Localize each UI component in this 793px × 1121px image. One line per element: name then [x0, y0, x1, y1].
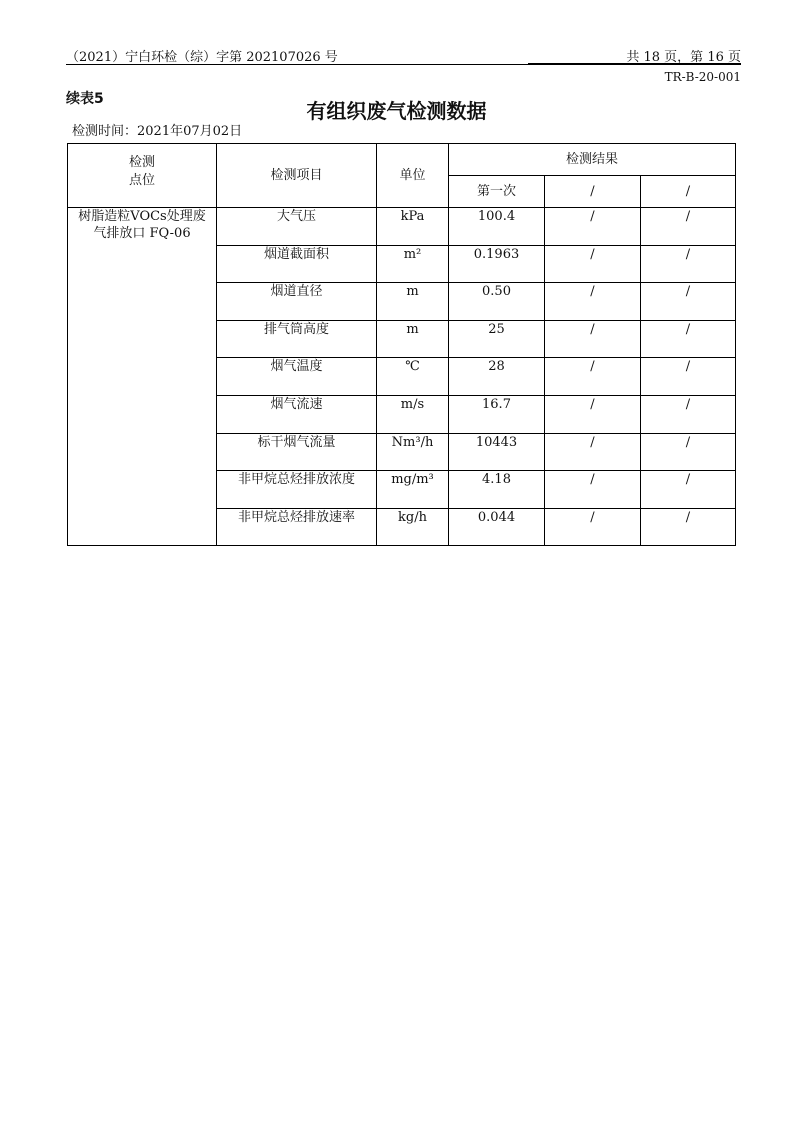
third-result-cell: / — [641, 433, 736, 471]
results-header: 检测结果 — [449, 144, 736, 176]
first-result-cell: 0.1963 — [449, 245, 545, 283]
unit-cell: m/s — [377, 395, 449, 433]
header-row-1 — [68, 144, 736, 176]
first-result-cell: 100.4 — [449, 208, 545, 246]
second-result-cell: / — [545, 320, 641, 358]
table-row — [68, 395, 736, 433]
third-measurement-header: / — [641, 176, 736, 208]
table-row — [68, 508, 736, 546]
table-row — [68, 358, 736, 396]
second-result-cell: / — [545, 508, 641, 546]
table-row — [68, 320, 736, 358]
continuation-label: 续表5 — [66, 91, 104, 107]
parameter-cell: 非甲烷总烃排放浓度 — [217, 471, 377, 509]
location-continuation — [68, 358, 217, 396]
table-row — [68, 433, 736, 471]
third-result-cell: / — [641, 358, 736, 396]
first-result-cell: 25 — [449, 320, 545, 358]
first-result-cell: 10443 — [449, 433, 545, 471]
third-result-cell: / — [641, 320, 736, 358]
second-result-cell: / — [545, 471, 641, 509]
first-result-cell: 0.50 — [449, 283, 545, 321]
parameter-cell: 烟气流速 — [217, 395, 377, 433]
exhaust-data-table — [67, 143, 736, 546]
location-continuation — [68, 320, 217, 358]
third-result-cell: / — [641, 395, 736, 433]
second-result-cell: / — [545, 358, 641, 396]
first-result-cell: 4.18 — [449, 471, 545, 509]
location-continuation — [68, 245, 217, 283]
third-result-cell: / — [641, 471, 736, 509]
parameter-cell: 烟气温度 — [217, 358, 377, 396]
table-row — [68, 245, 736, 283]
page-title: 有组织废气检测数据 — [306, 99, 487, 123]
second-result-cell: / — [545, 433, 641, 471]
first-measurement-header: 第一次 — [449, 176, 545, 208]
second-result-cell: / — [545, 208, 641, 246]
header-rule-thin — [66, 64, 528, 65]
first-result-cell: 28 — [449, 358, 545, 396]
location-header: 检测 点位 — [68, 144, 217, 208]
table-row — [68, 208, 736, 246]
third-result-cell: / — [641, 208, 736, 246]
first-result-cell: 0.044 — [449, 508, 545, 546]
unit-cell: mg/m³ — [377, 471, 449, 509]
location-continuation — [68, 433, 217, 471]
location-continuation — [68, 395, 217, 433]
third-result-cell: / — [641, 283, 736, 321]
page-info: 共 18 页，第 16 页 — [626, 50, 741, 65]
unit-header: 单位 — [377, 144, 449, 208]
location-continuation — [68, 283, 217, 321]
table-row — [68, 471, 736, 509]
table-row — [68, 283, 736, 321]
parameter-cell: 大气压 — [217, 208, 377, 246]
location-continuation — [68, 471, 217, 509]
first-result-cell: 16.7 — [449, 395, 545, 433]
second-result-cell: / — [545, 395, 641, 433]
unit-cell: m — [377, 283, 449, 321]
item-header: 检测项目 — [217, 144, 377, 208]
unit-cell: Nm³/h — [377, 433, 449, 471]
second-measurement-header: / — [545, 176, 641, 208]
form-code: TR-B-20-001 — [664, 70, 741, 84]
parameter-cell: 非甲烷总烃排放速率 — [217, 508, 377, 546]
parameter-cell: 烟道截面积 — [217, 245, 377, 283]
unit-cell: m² — [377, 245, 449, 283]
report-number: （2021）宁白环检（综）字第 202107026 号 — [66, 50, 338, 65]
location-continuation — [68, 508, 217, 546]
parameter-cell: 烟道直径 — [217, 283, 377, 321]
third-result-cell: / — [641, 245, 736, 283]
test-date: 检测时间：2021年07月02日 — [72, 124, 243, 139]
unit-cell: kPa — [377, 208, 449, 246]
parameter-cell: 标干烟气流量 — [217, 433, 377, 471]
unit-cell: ℃ — [377, 358, 449, 396]
unit-cell: kg/h — [377, 508, 449, 546]
second-result-cell: / — [545, 245, 641, 283]
second-result-cell: / — [545, 283, 641, 321]
unit-cell: m — [377, 320, 449, 358]
header-rule-thick — [528, 63, 741, 65]
sampling-location: 树脂造粒VOCs处理废 气排放口 FQ-06 — [68, 208, 217, 246]
parameter-cell: 排气筒高度 — [217, 320, 377, 358]
third-result-cell: / — [641, 508, 736, 546]
